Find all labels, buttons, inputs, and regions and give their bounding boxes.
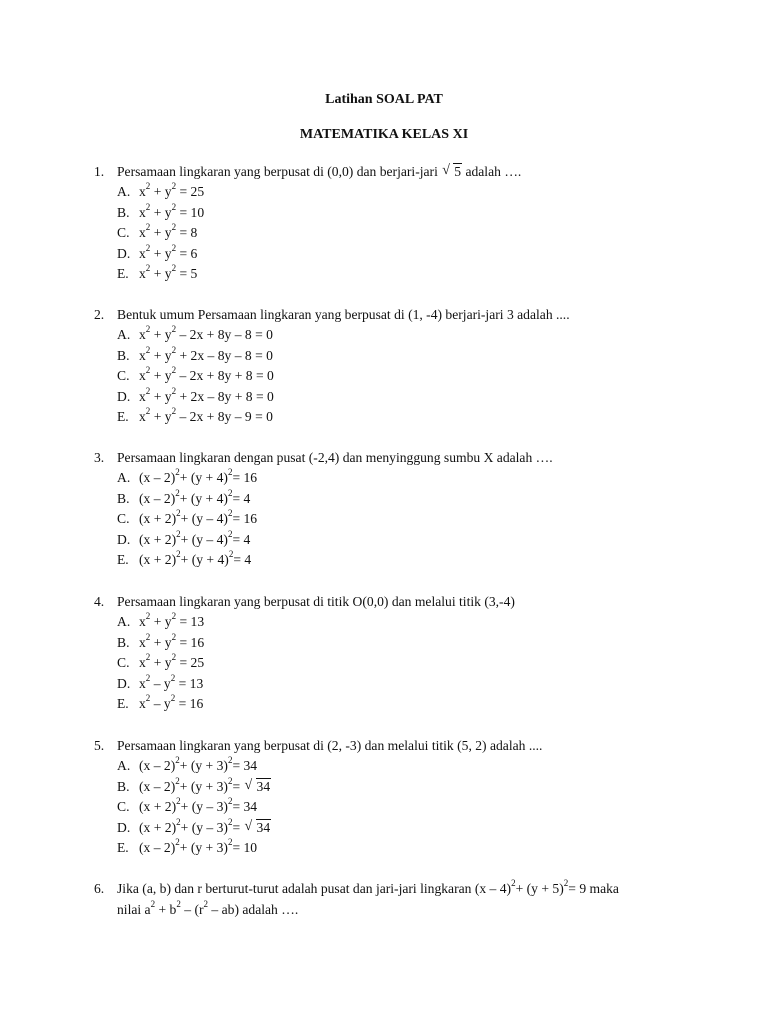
option-expression bbox=[139, 837, 258, 855]
math-text: (x – 2) bbox=[139, 840, 176, 855]
stem-line bbox=[117, 878, 707, 899]
math-text: – 2x + 8y + 8 = 0 bbox=[176, 368, 274, 383]
superscript: 2 bbox=[176, 508, 181, 519]
math-text: x bbox=[139, 634, 146, 650]
superscript: 2 bbox=[145, 631, 151, 642]
math-text: = 25 bbox=[176, 655, 205, 670]
option-expression bbox=[139, 467, 258, 485]
superscript: 2 bbox=[176, 899, 181, 910]
math-text: = 8 bbox=[176, 225, 198, 240]
superscript: 2 bbox=[171, 652, 177, 663]
math-text: + y bbox=[150, 634, 172, 650]
answer-option bbox=[117, 407, 273, 427]
math-text: (x – 2) bbox=[139, 490, 176, 506]
option-letter: B. bbox=[117, 634, 130, 650]
superscript: 2 bbox=[171, 344, 177, 355]
math-text: + y bbox=[150, 347, 172, 363]
math-text: + (y + 4) bbox=[180, 552, 229, 567]
answer-option bbox=[117, 509, 257, 529]
math-text: Bentuk umum Persamaan lingkaran yang berpusat di (1, -4) berjari-jari 3 adalah .... bbox=[117, 307, 570, 322]
question-stem bbox=[117, 878, 707, 920]
superscript: 2 bbox=[171, 406, 177, 417]
superscript: 2 bbox=[150, 899, 156, 910]
math-text: Jika (a, b) dan r berturut-turut adalah pusat dan jari-jari lingkaran (x – 4) bbox=[117, 881, 512, 896]
radicand: 5 bbox=[454, 164, 462, 179]
math-text: + y bbox=[150, 327, 172, 342]
option-letter: B. bbox=[117, 204, 130, 220]
answer-option bbox=[117, 223, 197, 243]
superscript: 2 bbox=[145, 406, 151, 417]
math-text: – y bbox=[150, 675, 171, 691]
answer-option bbox=[117, 838, 257, 858]
square-root bbox=[245, 818, 272, 838]
superscript: 2 bbox=[175, 487, 180, 498]
superscript: 2 bbox=[145, 344, 151, 355]
superscript: 2 bbox=[145, 365, 151, 376]
math-text: – y bbox=[150, 696, 171, 711]
math-text: + y bbox=[150, 388, 172, 404]
option-expression bbox=[139, 528, 251, 547]
answer-option bbox=[117, 674, 203, 694]
math-text: = 25 bbox=[176, 184, 205, 199]
math-text: = 6 bbox=[176, 245, 198, 261]
option-expression bbox=[139, 631, 205, 650]
math-text: x bbox=[139, 409, 146, 424]
document-title: Latihan SOAL PAT bbox=[325, 92, 443, 107]
superscript: 2 bbox=[203, 899, 209, 910]
math-text: + y bbox=[150, 225, 172, 240]
superscript: 2 bbox=[145, 385, 151, 396]
superscript: 2 bbox=[145, 263, 151, 274]
math-text: – 2x + 8y – 9 = 0 bbox=[176, 409, 273, 424]
option-letter: C. bbox=[117, 655, 130, 670]
math-text: + (y + 4) bbox=[179, 470, 228, 485]
option-expression bbox=[139, 672, 204, 691]
math-text: = 16 bbox=[175, 696, 204, 711]
superscript: 2 bbox=[145, 693, 151, 704]
math-text: Persamaan lingkaran yang berpusat di (2, -3) dan melalui titik (5, 2) adalah .... bbox=[117, 738, 543, 753]
option-expression bbox=[139, 816, 271, 835]
answer-option bbox=[117, 633, 204, 653]
math-text: (x – 2) bbox=[139, 758, 176, 773]
math-text: + (y – 3) bbox=[180, 799, 228, 814]
math-text: = 4 bbox=[232, 490, 251, 506]
option-expression bbox=[139, 324, 273, 342]
math-text: + (y – 3) bbox=[180, 819, 228, 835]
math-text: + (y + 4) bbox=[179, 490, 228, 506]
answer-option bbox=[117, 366, 274, 386]
superscript: 2 bbox=[145, 672, 151, 683]
math-text: = 16 bbox=[232, 470, 258, 485]
answer-option bbox=[117, 818, 271, 838]
superscript: 2 bbox=[145, 324, 151, 335]
math-text: + (y – 4) bbox=[180, 511, 228, 526]
option-expression bbox=[139, 652, 205, 670]
superscript: 2 bbox=[171, 222, 177, 233]
option-letter: A. bbox=[117, 614, 131, 629]
math-text: – ab) adalah …. bbox=[208, 902, 299, 917]
math-text: + y bbox=[150, 184, 172, 199]
radicand: 34 bbox=[256, 819, 271, 835]
math-text: + y bbox=[150, 266, 172, 281]
question-number: 1. bbox=[94, 164, 105, 179]
option-expression bbox=[139, 365, 274, 383]
math-text: Persamaan lingkaran dengan pusat (-2,4) dan menyinggung sumbu X adalah …. bbox=[117, 450, 553, 465]
question-number: 6. bbox=[94, 881, 105, 896]
option-letter: B. bbox=[117, 490, 130, 506]
superscript: 2 bbox=[176, 796, 181, 807]
square-root bbox=[442, 161, 462, 182]
superscript: 2 bbox=[175, 775, 180, 786]
math-text: = bbox=[232, 819, 244, 835]
math-text: + (y + 3) bbox=[179, 840, 228, 855]
math-text: – (r bbox=[180, 902, 204, 917]
math-text: + y bbox=[150, 409, 172, 424]
math-text: nilai a bbox=[117, 902, 151, 917]
superscript: 2 bbox=[171, 201, 177, 212]
option-expression bbox=[139, 755, 258, 773]
option-letter: D. bbox=[117, 675, 131, 691]
math-text: x bbox=[139, 245, 146, 261]
option-letter: A. bbox=[117, 327, 131, 342]
option-letter: D. bbox=[117, 531, 131, 547]
option-expression bbox=[139, 611, 205, 629]
math-text: – 2x + 8y – 8 = 0 bbox=[176, 327, 273, 342]
math-text: = 16 bbox=[176, 634, 205, 650]
math-text: (x + 2) bbox=[139, 799, 177, 814]
math-text: + y bbox=[150, 368, 172, 383]
math-text: = 10 bbox=[232, 840, 258, 855]
question-number: 5. bbox=[94, 738, 105, 753]
answer-option bbox=[117, 387, 274, 407]
math-text: (x – 2) bbox=[139, 470, 176, 485]
math-text: = 4 bbox=[232, 531, 251, 547]
question-stem bbox=[117, 161, 707, 182]
superscript: 2 bbox=[227, 755, 233, 766]
superscript: 2 bbox=[227, 775, 233, 786]
option-expression bbox=[139, 775, 271, 794]
superscript: 2 bbox=[145, 181, 151, 192]
superscript: 2 bbox=[171, 181, 177, 192]
option-letter: A. bbox=[117, 184, 131, 199]
math-text: + y bbox=[150, 204, 172, 220]
math-text: + (y + 3) bbox=[179, 758, 228, 773]
math-text: + (y + 3) bbox=[179, 778, 228, 794]
question-number: 2. bbox=[94, 307, 105, 322]
answer-option bbox=[117, 777, 271, 797]
question-stem bbox=[117, 591, 707, 612]
answer-option bbox=[117, 468, 257, 488]
superscript: 2 bbox=[176, 816, 181, 827]
math-text: x bbox=[139, 614, 146, 629]
question-number: 4. bbox=[94, 594, 105, 609]
math-text: + (y + 5) bbox=[515, 881, 564, 896]
answer-option bbox=[117, 489, 250, 509]
math-text: = 13 bbox=[175, 675, 204, 691]
stem-line bbox=[117, 735, 707, 756]
math-text: x bbox=[139, 368, 146, 383]
superscript: 2 bbox=[171, 365, 177, 376]
math-text: = 10 bbox=[176, 204, 205, 220]
superscript: 2 bbox=[227, 796, 233, 807]
math-text: = 13 bbox=[176, 614, 205, 629]
math-text: + y bbox=[150, 655, 172, 670]
superscript: 2 bbox=[227, 467, 233, 478]
option-letter: D. bbox=[117, 245, 131, 261]
option-expression bbox=[139, 693, 204, 711]
math-text: = 16 bbox=[232, 511, 258, 526]
math-text: = 9 maka bbox=[568, 881, 619, 896]
option-expression bbox=[139, 508, 258, 526]
superscript: 2 bbox=[145, 611, 151, 622]
option-letter: C. bbox=[117, 511, 130, 526]
math-text: + 2x – 8y + 8 = 0 bbox=[176, 388, 274, 404]
option-letter: B. bbox=[117, 778, 130, 794]
superscript: 2 bbox=[170, 672, 176, 683]
option-expression bbox=[139, 263, 198, 281]
document-subtitle: MATEMATIKA KELAS XI bbox=[299, 127, 469, 142]
superscript: 2 bbox=[145, 242, 151, 253]
superscript: 2 bbox=[175, 467, 180, 478]
math-text: + 2x – 8y – 8 = 0 bbox=[176, 347, 273, 363]
option-expression bbox=[139, 201, 205, 220]
superscript: 2 bbox=[171, 611, 177, 622]
answer-option bbox=[117, 550, 251, 570]
answer-option bbox=[117, 756, 257, 776]
stem-line bbox=[117, 591, 707, 612]
superscript: 2 bbox=[170, 693, 176, 704]
math-text: = 4 bbox=[233, 552, 252, 567]
option-letter: C. bbox=[117, 225, 130, 240]
option-expression bbox=[139, 796, 258, 814]
math-text: x bbox=[139, 655, 146, 670]
math-text: x bbox=[139, 347, 146, 363]
option-letter: D. bbox=[117, 388, 131, 404]
superscript: 2 bbox=[227, 487, 233, 498]
answer-option bbox=[117, 653, 204, 673]
math-text: = 34 bbox=[232, 758, 258, 773]
option-letter: A. bbox=[117, 470, 131, 485]
answer-option bbox=[117, 694, 203, 714]
question-number: 3. bbox=[94, 450, 105, 465]
superscript: 2 bbox=[145, 222, 151, 233]
math-text: x bbox=[139, 266, 146, 281]
superscript: 2 bbox=[511, 878, 516, 889]
superscript: 2 bbox=[228, 549, 234, 560]
math-text: (x – 2) bbox=[139, 778, 176, 794]
option-letter: B. bbox=[117, 347, 130, 363]
answer-option bbox=[117, 325, 273, 345]
option-letter: E. bbox=[117, 266, 129, 281]
superscript: 2 bbox=[175, 837, 180, 848]
answer-option bbox=[117, 797, 257, 817]
superscript: 2 bbox=[171, 324, 177, 335]
superscript: 2 bbox=[176, 528, 181, 539]
math-text: x bbox=[139, 204, 146, 220]
math-text: = 34 bbox=[232, 799, 258, 814]
superscript: 2 bbox=[171, 385, 177, 396]
stem-line bbox=[117, 304, 707, 325]
stem-line bbox=[117, 899, 707, 920]
radicand: 34 bbox=[256, 778, 271, 794]
superscript: 2 bbox=[227, 508, 233, 519]
math-text: x bbox=[139, 225, 146, 240]
option-letter: E. bbox=[117, 696, 129, 711]
option-letter: E. bbox=[117, 840, 129, 855]
option-letter: C. bbox=[117, 368, 130, 383]
option-expression bbox=[139, 181, 205, 199]
math-text: + y bbox=[150, 614, 172, 629]
superscript: 2 bbox=[171, 263, 177, 274]
option-letter: C. bbox=[117, 799, 130, 814]
math-text: + y bbox=[150, 245, 172, 261]
math-text: (x + 2) bbox=[139, 511, 177, 526]
stem-line bbox=[117, 447, 707, 468]
superscript: 2 bbox=[145, 652, 151, 663]
math-text: (x + 2) bbox=[139, 819, 177, 835]
square-root bbox=[245, 777, 272, 797]
answer-option bbox=[117, 244, 197, 264]
math-text: x bbox=[139, 327, 146, 342]
math-text: + b bbox=[155, 902, 177, 917]
answer-option bbox=[117, 612, 204, 632]
answer-option bbox=[117, 530, 250, 550]
superscript: 2 bbox=[227, 528, 233, 539]
math-text: = 5 bbox=[176, 266, 198, 281]
option-expression bbox=[139, 385, 274, 404]
answer-option bbox=[117, 182, 204, 202]
option-expression bbox=[139, 487, 251, 506]
option-letter: E. bbox=[117, 552, 129, 567]
question-stem bbox=[117, 735, 707, 756]
math-text: (x + 2) bbox=[139, 531, 177, 547]
answer-option bbox=[117, 346, 273, 366]
superscript: 2 bbox=[227, 816, 233, 827]
answer-option bbox=[117, 264, 197, 284]
option-expression bbox=[139, 549, 252, 567]
answer-option bbox=[117, 203, 204, 223]
math-text: adalah …. bbox=[462, 164, 522, 179]
superscript: 2 bbox=[175, 755, 180, 766]
option-letter: A. bbox=[117, 758, 131, 773]
math-text: + (y – 4) bbox=[180, 531, 228, 547]
option-expression bbox=[139, 222, 198, 240]
math-text: (x + 2) bbox=[139, 552, 177, 567]
math-text: x bbox=[139, 388, 146, 404]
superscript: 2 bbox=[176, 549, 181, 560]
superscript: 2 bbox=[171, 242, 177, 253]
option-expression bbox=[139, 242, 198, 261]
superscript: 2 bbox=[171, 631, 177, 642]
math-text: x bbox=[139, 696, 146, 711]
question-stem bbox=[117, 304, 707, 325]
math-text: Persamaan lingkaran yang berpusat di titik O(0,0) dan melalui titik (3,-4) bbox=[117, 594, 515, 609]
stem-line bbox=[117, 161, 707, 182]
question-stem bbox=[117, 447, 707, 468]
math-text: x bbox=[139, 184, 146, 199]
math-text: Persamaan lingkaran yang berpusat di (0,0) dan berjari-jari bbox=[117, 164, 442, 179]
option-expression bbox=[139, 406, 273, 424]
superscript: 2 bbox=[563, 878, 569, 889]
option-letter: E. bbox=[117, 409, 129, 424]
option-expression bbox=[139, 344, 273, 363]
math-text: x bbox=[139, 675, 146, 691]
superscript: 2 bbox=[145, 201, 151, 212]
superscript: 2 bbox=[227, 837, 233, 848]
option-letter: D. bbox=[117, 819, 131, 835]
math-text: = bbox=[232, 778, 244, 794]
